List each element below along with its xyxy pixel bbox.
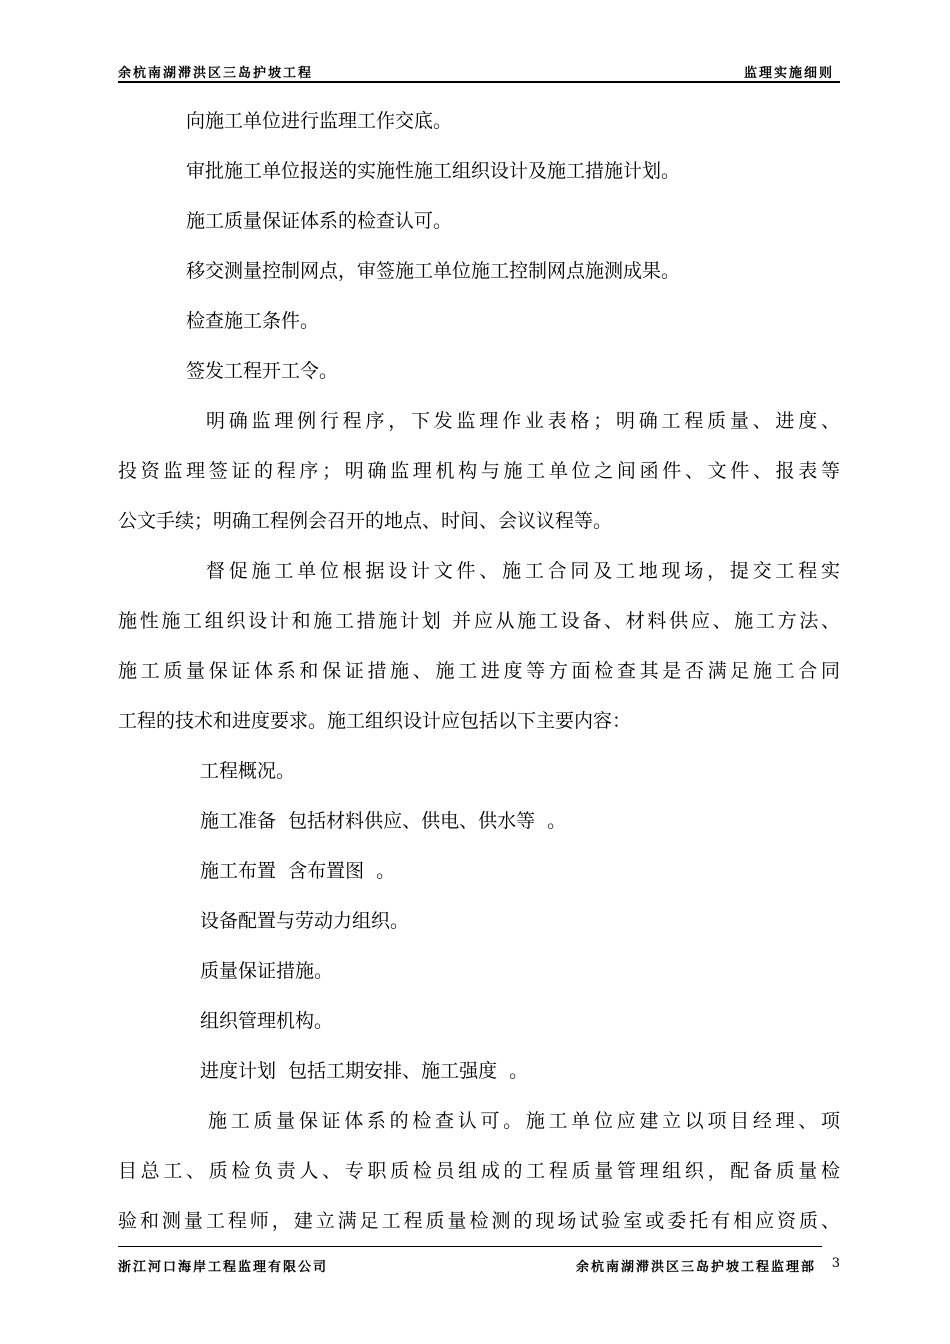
header-project-title: 余杭南湖滞洪区三岛护坡工程 (118, 66, 314, 81)
list-item: 工程概况。 (200, 760, 296, 782)
body-line: 审批施工单位报送的实施性施工组织设计及施工措施计划。 (186, 160, 681, 182)
footer-department-name: 余杭南湖滞洪区三岛护坡工程监理部 (575, 1260, 816, 1275)
page-footer (118, 1256, 840, 1276)
paragraph-line: 施工质量保证体系的检查认可。施工单位应建立以项目经理、项 (208, 1110, 840, 1132)
list-item: 设备配置与劳动力组织。 (200, 910, 410, 932)
paragraph-line: 施性施工组织设计和施工措施计划 并应从施工设备、材料供应、施工方法、 (118, 610, 840, 632)
header-document-type: 监理实施细则 (743, 66, 834, 81)
paragraph-line: 督促施工单位根据设计文件、施工合同及工地现场，提交工程实 (206, 560, 840, 582)
paragraph-line: 明确监理例行程序，下发监理作业表格；明确工程质量、进度、 (206, 410, 840, 432)
body-line: 移交测量控制网点，审签施工单位施工控制网点施测成果。 (186, 260, 681, 282)
body-line: 检查施工条件。 (186, 310, 320, 332)
list-item: 进度计划 包括工期安排、施工强度 。 (200, 1060, 529, 1082)
body-line: 向施工单位进行监理工作交底。 (186, 110, 453, 132)
paragraph-line: 目总工、质检负责人、专职质检员组成的工程质量管理组织，配备质量检 (118, 1160, 840, 1182)
page-number: 3 (831, 1256, 840, 1271)
list-item: 施工准备 包括材料供应、供电、供水等 。 (200, 810, 567, 832)
list-item: 施工布置 含布置图 。 (200, 860, 396, 882)
paragraph-line: 投资监理签证的程序；明确监理机构与施工单位之间函件、文件、报表等 (118, 460, 840, 482)
paragraph-line: 验和测量工程师，建立满足工程质量检测的现场试验室或委托有相应资质、 (118, 1210, 840, 1232)
body-line: 施工质量保证体系的检查认可。 (186, 210, 453, 232)
list-item: 组织管理机构。 (200, 1010, 334, 1032)
footer-company-name: 浙江河口海岸工程监理有限公司 (118, 1260, 329, 1275)
paragraph-line: 公文手续；明确工程例会召开的地点、时间、会议议程等。 (118, 510, 613, 532)
page-header (118, 60, 840, 82)
list-item: 质量保证措施。 (200, 960, 334, 982)
paragraph-line: 工程的技术和进度要求。施工组织设计应包括以下主要内容： (118, 710, 632, 732)
body-line: 签发工程开工令。 (186, 360, 339, 382)
paragraph-line: 施工质量保证体系和保证措施、施工进度等方面检查其是否满足施工合同 (118, 660, 840, 682)
footer-rule (118, 1246, 822, 1247)
header-rule (118, 81, 840, 83)
